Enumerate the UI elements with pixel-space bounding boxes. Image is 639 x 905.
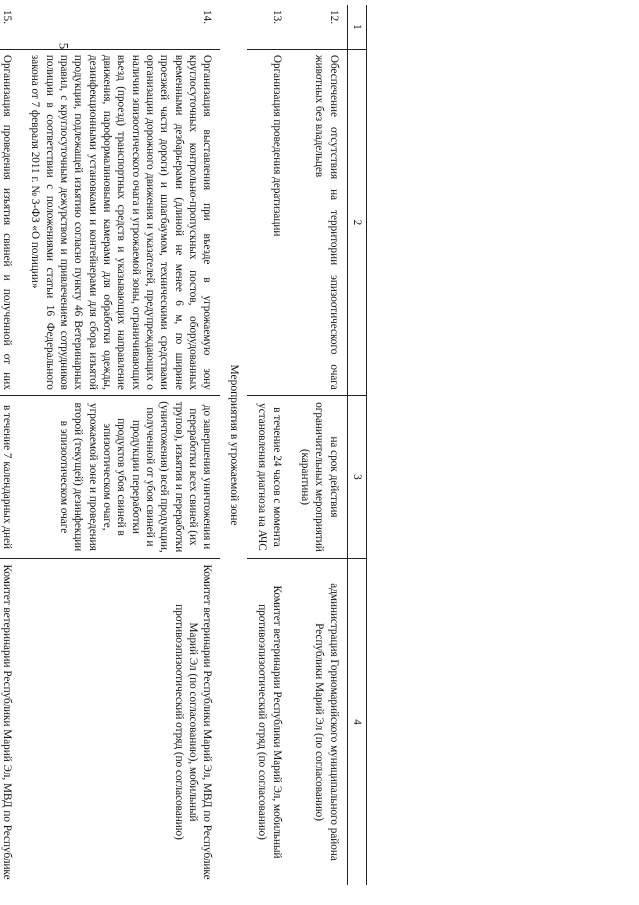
section-title: Мероприятия в угрожаемой зоне bbox=[228, 364, 241, 526]
header-col-2: 2 bbox=[347, 49, 366, 395]
header-col-1: 1 bbox=[347, 5, 366, 49]
table-row bbox=[247, 5, 290, 885]
header-col-4: 4 bbox=[347, 559, 366, 885]
measure-text: Организация проведения изъятия свиней и полученной от них bbox=[0, 49, 20, 395]
row-number: 12. bbox=[327, 10, 340, 24]
table-row bbox=[290, 5, 347, 885]
measures-table bbox=[0, 5, 367, 885]
term-text: в течение 24 часов с момента установления диагноза на АЧС bbox=[247, 395, 290, 558]
term-text: до завершения уничтожения и переработки всех свиней (их трупов), изъятия и переработки (уничтожения) всей продукции, полученной от убоя свиней и продукции переработки продуктов убоя свиней в эпизоотическом очаге, угрожаемой зоне и проведения второй (текущей) дезинфекции в эпизоотическом очаге bbox=[20, 395, 220, 558]
header-col-3: 3 bbox=[347, 395, 366, 558]
rotated-table-sheet bbox=[0, 5, 367, 885]
executor-text: администрация Горномарийского муниципального района Республики Марий Эл (по согласованию) bbox=[290, 559, 347, 885]
term-text: на срок действия ограничительных мероприятий (карантина) bbox=[290, 395, 347, 558]
table-row bbox=[0, 5, 20, 885]
executor-text: Комитет ветеринарии Республики Марий Эл, МВД по Республике bbox=[0, 559, 20, 885]
executor-text: Комитет ветеринарии Республики Марий Эл, МВД по Республике Марий Эл (по согласованию), мобильный противоэпизоотический отряд (по согласованию) bbox=[20, 559, 220, 885]
term-text: в течение 7 календарных дней bbox=[0, 395, 20, 558]
row-number: 13. bbox=[270, 10, 283, 24]
measure-text: Организация выставления при въезде в угрожаемую зону круглосуточных контрольно-пропускных постов, оборудованных временными дезбарьерами (длиной не менее 6 м, по ширине проезжей части дороги) и шлагбаумом, техническими средствами организации дорожного движения и указателей, предупреждающих о наличии эпизоотического очага и угрожаемой зоны, ограничивающих въезд (проезд) транспортных средств и указывающих направление движения, пароформалиновыми камерами для обработки одежды, дезинфекционными установками и контейнерами для сбора изъятой продукции, подлежащей изъятию согласно пункту 46 Ветеринарных правил, с круглосуточным дежурством и привлечением сотрудников полиции в соответствии с положениями статьи 16 Федерального закона от 7 февраля 2011 г. № 3-ФЗ «О полиции» bbox=[20, 49, 220, 395]
measure-text: Обеспечение отсутствия на территории эпизоотического очага животных без владельцев bbox=[290, 49, 347, 395]
header-row bbox=[347, 5, 366, 885]
page-number: 5 bbox=[56, 42, 72, 50]
executor-text: Комитет ветеринарии Республики Марий Эл, мобильный противоэпизоотический отряд (по согласованию) bbox=[247, 559, 290, 885]
table-row bbox=[20, 5, 220, 885]
section-row bbox=[220, 5, 247, 885]
measure-text: Организация проведения дератизации bbox=[247, 49, 290, 395]
row-number: 14. bbox=[201, 10, 214, 24]
row-number: 15. bbox=[1, 10, 14, 24]
